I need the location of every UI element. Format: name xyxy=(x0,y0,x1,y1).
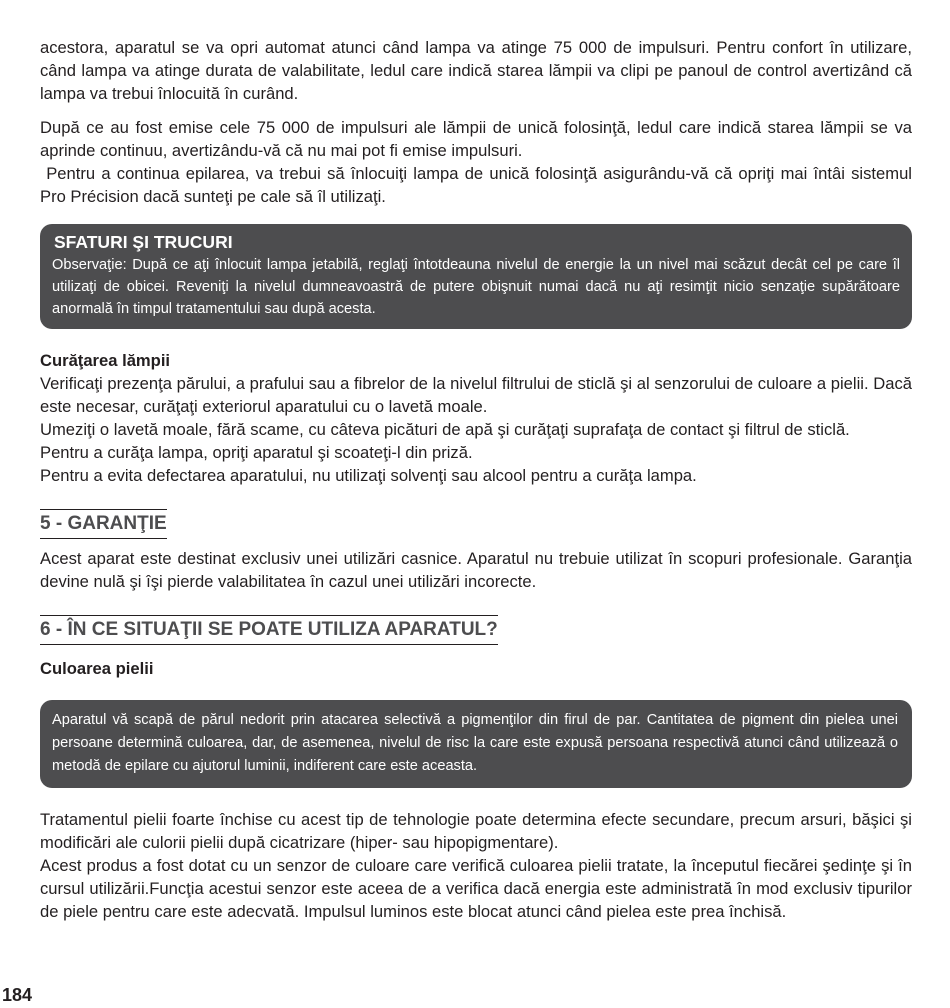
cleaning-line-4: Pentru a evita defectarea aparatului, nu utilizaţi solvenţi sau alcool pentru a curăţa lampa. xyxy=(40,466,697,485)
skin-color-subheading: Culoarea pielii xyxy=(40,659,154,678)
intro-text-2: După ce au fost emise cele 75 000 de impulsuri ale lămpii de unică folosinţă, ledul care indică starea lămpii se va aprinde continuu, avertizându-vă că nu mai pot fi emise impulsuri. xyxy=(40,118,912,160)
usage-paragraphs xyxy=(40,808,912,923)
intro-paragraph-1 xyxy=(40,36,912,105)
cleaning-line-3: Pentru a curăţa lampa, opriţi aparatul şi scoateţi-l din priză. xyxy=(40,443,473,462)
skin-color-info-text: Aparatul vă scapă de părul nedorit prin atacarea selectivă a pigmenţilor din firul de par. Cantitatea de pigment din pielea unei persoane determină culoarea, dar, de asemenea, nivelul de risc la care este expusă persoana respectivă atunci când utilizează o metodă de epilare cu ajutorul luminii, indiferent care este aceasta. xyxy=(52,712,898,774)
cleaning-instructions xyxy=(40,372,912,487)
intro-text-3: Pentru a continua epilarea, va trebui să înlocuiţi lampa de unică folosinţă asigurându-vă că opriţi mai întâi sistemul Pro Précision dacă sunteţi pe cale să îl utilizaţi. xyxy=(40,164,917,206)
skin-color-info-box xyxy=(40,700,912,788)
manual-page xyxy=(40,36,917,923)
cleaning-title: Curăţarea lămpii xyxy=(40,351,171,370)
usage-heading: 6 - ÎN CE SITUAŢII SE POATE UTILIZA APARATUL? xyxy=(40,615,498,645)
tips-text: Observaţie: După ce aţi înlocuit lampa jetabilă, reglaţi întotdeauna nivelul de energie la un nivel mai scăzut decât cel pe care îl utilizaţi de obicei. Reveniţi la nivelul dumneavoastră de putere obişnuit numai dacă nu aţi resimţit nicio senzaţie supărătoare anormală în timpul tratamentului sau după acesta. xyxy=(52,257,900,317)
cleaning-line-1: Verificaţi prezenţa părului, a prafului sau a fibrelor de la nivelul filtrului de sticlă şi al senzorului de culoare a pielii. Dacă este necesar, curăţaţi exteriorul aparatului cu o lavetă moale. xyxy=(40,374,912,416)
usage-text-1: Tratamentul pielii foarte închise cu acest tip de tehnologie poate determina efecte secundare, precum arsuri, băşici şi modificări ale culorii pielii după cicatrizare (hiper- sau hipopigmentare). xyxy=(40,810,912,852)
warranty-text: Acest aparat este destinat exclusiv unei utilizări casnice. Aparatul nu trebuie utilizat în scopuri profesionale. Garanţia devine nulă şi îşi pierde valabilitatea în cazul unei utilizări incorecte. xyxy=(40,549,912,591)
tips-box xyxy=(40,224,912,329)
intro-paragraph-2 xyxy=(40,116,917,208)
cleaning-line-2: Umeziţi o lavetă moale, fără scame, cu câteva picături de apă şi curăţaţi suprafaţa de contact şi filtrul de sticlă. xyxy=(40,420,850,439)
tips-title: SFATURI ŞI TRUCURI xyxy=(54,232,233,252)
intro-text-1: acestora, aparatul se va opri automat atunci când lampa va atinge 75 000 de impulsuri. Pentru confort în utilizare, când lampa va atinge durata de valabilitate, ledul care indică starea lămpii va clipi pe panoul de control avertizând că lampa va trebui înlocuită în curând. xyxy=(40,38,912,103)
warranty-heading: 5 - GARANŢIE xyxy=(40,509,167,539)
page-number: 184 xyxy=(2,985,33,1005)
usage-text-2: Acest produs a fost dotat cu un senzor de culoare care verifică culoarea pielii tratate, la începutul fiecărei şedinţe şi în cursul utilizării.Funcţia acestui senzor este aceea de a verifica dacă energia este administrată în mod exclusiv tipurilor de piele pentru care este adecvată. Impulsul luminos este blocat atunci când pielea este prea închisă. xyxy=(40,856,912,921)
